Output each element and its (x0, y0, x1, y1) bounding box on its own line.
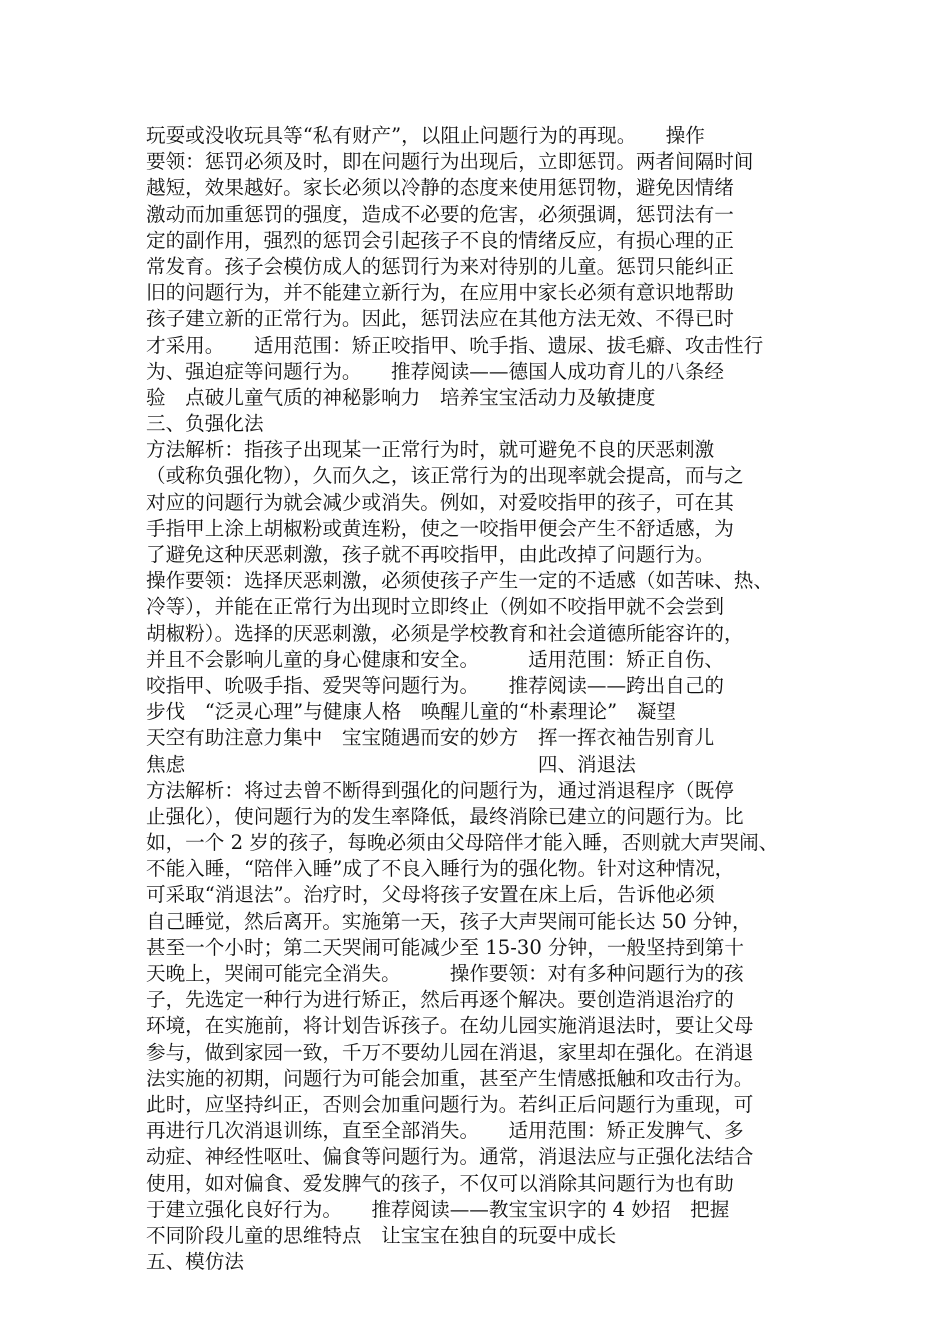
text-line: 手指甲上涂上胡椒粉或黄连粉，使之一咬指甲便会产生不舒适感，为 (146, 516, 734, 540)
text-line: 此时，应坚持纠正，否则会加重问题行为。若纠正后问题行为重现，可 (146, 1092, 754, 1116)
text-line: 可采取“消退法”。治疗时，父母将孩子安置在床上后，告诉他必须 (146, 883, 715, 907)
text-line: 步伐 “泛灵心理”与健康人格 唤醒儿童的“朴素理论” 凝望 (146, 700, 676, 724)
text-line: 旧的问题行为，并不能建立新行为，在应用中家长必须有意识地帮助 (146, 281, 734, 305)
text-line: 验 点破儿童气质的神秘影响力 培养宝宝活动力及敏捷度 (146, 385, 656, 409)
text-line: 玩耍或没收玩具等“私有财产”，以阻止问题行为的再现。 操作 (146, 124, 705, 147)
text-line: 常发育。孩子会模仿成人的惩罚行为来对待别的儿童。惩罚只能纠正 (146, 254, 734, 278)
text-line: 越短，效果越好。家长必须以冷静的态度来使用惩罚物，避免因情绪 (146, 176, 734, 200)
text-line: 冷等），并能在正常行为出现时立即终止（例如不咬指甲就不会尝到 (146, 595, 725, 619)
text-line: 对应的问题行为就会减少或消失。例如，对爱咬指甲的孩子，可在其 (146, 490, 734, 514)
text-line: 才采用。 适用范围：矫正咬指甲、吮手指、遗尿、拔毛癖、攻击性行 (146, 333, 764, 357)
text-line: 孩子建立新的正常行为。因此，惩罚法应在其他方法无效、不得已时 (146, 307, 734, 331)
text-line: 并且不会影响儿童的身心健康和安全。 适用范围：矫正自伤、 (146, 647, 725, 671)
text-line: 天晚上，哭闹可能完全消失。 操作要领：对有多种问题行为的孩 (146, 962, 744, 985)
text-line: 激动而加重惩罚的强度，造成不必要的危害，必须强调，惩罚法有一 (146, 202, 734, 226)
text-line: 咬指甲、吮吸手指、爱哭等问题行为。 推荐阅读——跨出自己的 (146, 673, 725, 697)
text-line: （或称负强化物），久而久之，该正常行为的出现率就会提高，而与之 (146, 464, 744, 488)
text-line: 再进行几次消退训练，直至全部消失。 适用范围：矫正发脾气、多 (146, 1119, 744, 1143)
text-line: 如，一个 2 岁的孩子，每晚必须由父母陪伴才能入睡，否则就大声哭闹、 (146, 831, 779, 855)
text-line: 焦虑 四、消退法 (146, 752, 636, 776)
text-line: 子，先选定一种行为进行矫正，然后再逐个解决。要创造消退治疗的 (146, 988, 734, 1012)
text-line: 五、模仿法 (146, 1250, 244, 1274)
text-line: 方法解析：将过去曾不断得到强化的问题行为，通过消退程序（既停 (146, 778, 734, 802)
text-line: 环境，在实施前，将计划告诉孩子。在幼儿园实施消退法时，要让父母 (146, 1014, 754, 1038)
text-line: 甚至一个小时；第二天哭闹可能减少至 15-30 分钟，一般坚持到第十 (146, 935, 744, 959)
text-line: 操作要领：选择厌恶刺激，必须使孩子产生一定的不适感（如苦味、热、 (146, 569, 773, 593)
text-line: 不同阶段儿童的思维特点 让宝宝在独自的玩耍中成长 (146, 1223, 617, 1247)
text-line: 止强化），使问题行为的发生率降低，最终消除已建立的问题行为。比 (146, 804, 744, 828)
text-line: 天空有助注意力集中 宝宝随遇而安的妙方 挥一挥衣袖告别育儿 (146, 726, 715, 750)
text-line: 方法解析：指孩子出现某一正常行为时，就可避免不良的厌恶刺激 (146, 438, 715, 462)
text-line: 了避免这种厌恶刺激，孩子就不再咬指甲，由此改掉了问题行为。 (146, 543, 715, 566)
text-line: 要领：惩罚必须及时，即在问题行为出现后，立即惩罚。两者间隔时间 (146, 150, 754, 174)
text-line: 参与，做到家园一致，千万不要幼儿园在消退，家里却在强化。在消退 (146, 1040, 754, 1064)
text-line: 使用，如对偏食、爱发脾气的孩子，不仅可以消除其问题行为也有助 (146, 1171, 734, 1195)
text-line: 胡椒粉）。选择的厌恶刺激，必须是学校教育和社会道德所能容许的， (146, 621, 744, 645)
text-line: 于建立强化良好行为。 推荐阅读——教宝宝识字的 4 妙招 把握 (146, 1197, 730, 1221)
text-line: 三、负强化法 (146, 412, 264, 436)
text-line: 法实施的初期，问题行为可能会加重，甚至产生情感抵触和攻击行为。 (146, 1066, 754, 1090)
text-line: 定的副作用，强烈的惩罚会引起孩子不良的情绪反应，有损心理的正 (146, 228, 734, 252)
document-body (146, 123, 816, 1275)
text-line: 为、强迫症等问题行为。 推荐阅读——德国人成功育儿的八条经 (146, 359, 725, 383)
text-line: 不能入睡，“陪伴入睡”成了不良入睡行为的强化物。针对这种情况， (146, 857, 735, 881)
text-line: 动症、神经性呕吐、偏食等问题行为。通常，消退法应与正强化法结合 (146, 1145, 754, 1169)
text-line: 自己睡觉，然后离开。实施第一天，孩子大声哭闹可能长达 50 分钟， (146, 909, 752, 933)
